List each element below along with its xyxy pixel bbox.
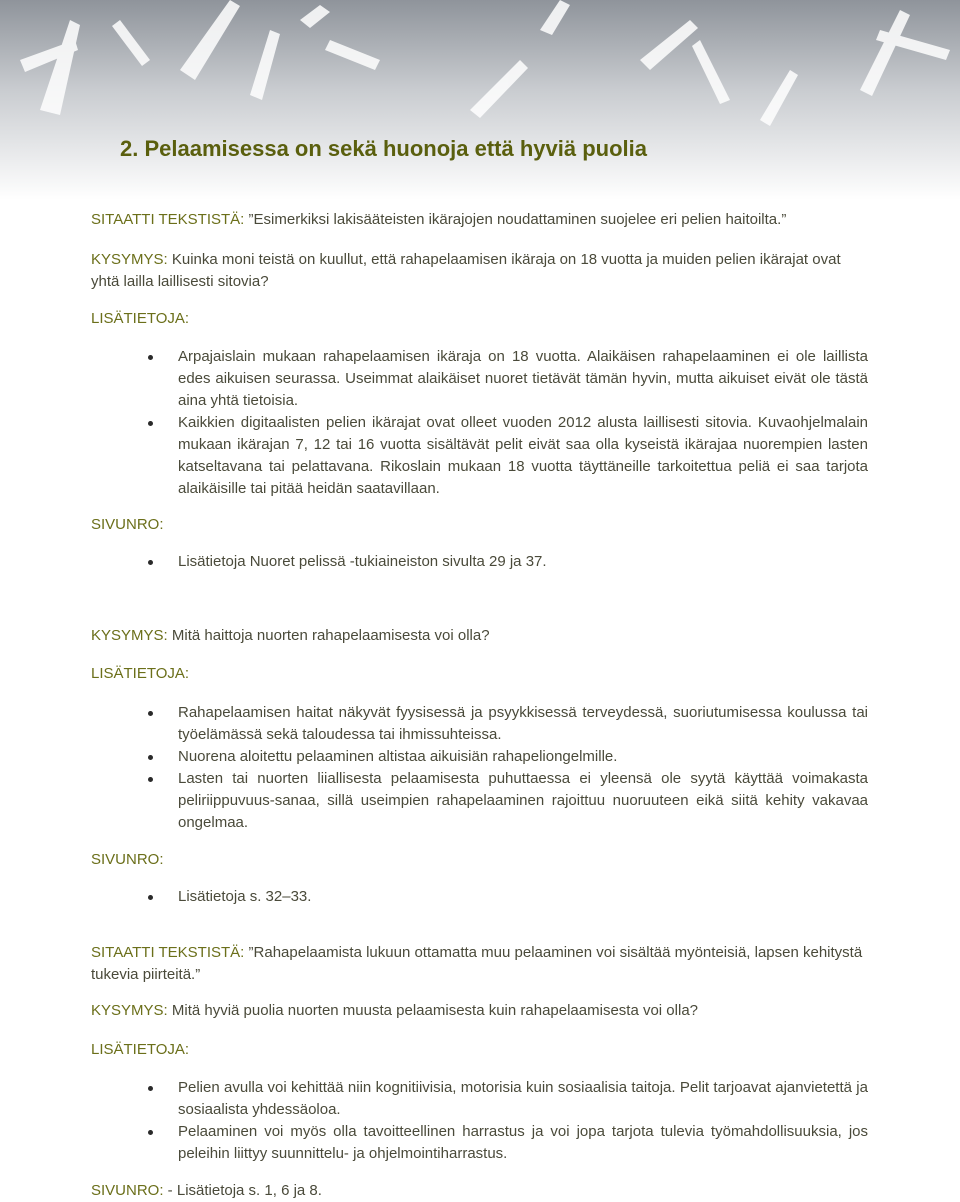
info-label: LISÄTIETOJA:: [91, 1041, 190, 1058]
info-list: [145, 1077, 868, 1165]
question-label: KYSYMYS:: [91, 627, 168, 644]
list-item: Nuorena aloitettu pelaaminen altistaa aikuisiän rahapeliongelmille.: [145, 746, 868, 768]
quote-label: SITAATTI TEKSTISTÄ:: [91, 944, 245, 961]
page-line: [91, 1180, 322, 1202]
list-item: Lisätietoja s. 32–33.: [145, 886, 868, 908]
info-list: [145, 702, 868, 834]
list-item: Kaikkien digitaalisten pelien ikärajat ovat olleet vuoden 2012 alusta laillisesti sitovia. Kuvaohjelmalain mukaan ikärajan 7, 12 tai 16 vuotta sisältävät pelit eivät saa olla kyseistä ikärajaa nuorempien lasten katseltavana tai pelattavana. Rikoslain mukaan 18 vuotta täyttäneille tarkoitettua peliä ei saa tarjota alaikäisille tai pitää heidän saatavillaan.: [145, 412, 868, 500]
quote-text: ”Rahapelaamista lukuun ottamatta muu pelaaminen voi sisältää myönteisiä, lapsen kehitystä tukevia piirteitä.”: [91, 944, 863, 983]
quote-line: [91, 942, 871, 986]
info-label: LISÄTIETOJA:: [91, 310, 190, 327]
list-item: Rahapelaamisen haitat näkyvät fyysisessä ja psyykkisessä terveydessä, suoriutumisessa koulussa tai työelämässä sekä taloudessa tai ihmissuhteissa.: [145, 702, 868, 746]
page-label: SIVUNRO:: [91, 851, 164, 868]
question-line: [91, 249, 871, 293]
quote-label: SITAATTI TEKSTISTÄ:: [91, 211, 245, 228]
list-item: Lisätietoja Nuoret pelissä -tukiaineiston sivulta 29 ja 37.: [145, 551, 868, 573]
question-label: KYSYMYS:: [91, 251, 168, 268]
question-text: Kuinka moni teistä on kuullut, että rahapelaamisen ikäraja on 18 vuotta ja muiden pelien ikärajat ovat yhtä lailla laillisesti sitovia?: [91, 251, 841, 290]
question-line: [91, 1000, 698, 1022]
question-text: Mitä haittoja nuorten rahapelaamisesta voi olla?: [167, 627, 490, 644]
info-label: LISÄTIETOJA:: [91, 665, 190, 682]
list-item: Arpajaislain mukaan rahapelaamisen ikäraja on 18 vuotta. Alaikäisen rahapelaaminen ei ole laillista edes aikuisen seurassa. Useimmat alaikäiset nuoret tietävät tämän hyvin, mutta aikuiset eivät ole tästä aina yhtä tietoisia.: [145, 346, 868, 412]
page-label: SIVUNRO:: [91, 516, 164, 533]
info-list: [145, 346, 868, 500]
question-text: Mitä hyviä puolia nuorten muusta pelaamisesta kuin rahapelaamisesta voi olla?: [167, 1002, 698, 1019]
quote-line: [91, 209, 786, 231]
list-item: Pelien avulla voi kehittää niin kognitiivisia, motorisia kuin sosiaalisia taitoja. Pelit tarjoavat ajanvietettä ja sosiaalista yhdessäoloa.: [145, 1077, 868, 1121]
page-label: SIVUNRO:: [91, 1182, 164, 1199]
list-item: Lasten tai nuorten liiallisesta pelaamisesta puhuttaessa ei yleensä ole syytä käyttää voimakasta peliriippuvuus-sanaa, sillä useimpien rahapelaaminen rajoittuu nuoruuteen eikä siitä kehity vakavaa ongelmaa.: [145, 768, 868, 834]
page-list: [145, 886, 868, 908]
section-heading: 2. Pelaamisessa on sekä huonoja että hyviä puolia: [120, 136, 647, 161]
quote-text: ”Esimerkiksi lakisääteisten ikärajojen noudattaminen suojelee eri pelien haitoilta.”: [244, 211, 787, 228]
question-label: KYSYMYS:: [91, 1002, 168, 1019]
page-list: [145, 551, 868, 573]
question-line: [91, 625, 490, 647]
page-text: - Lisätietoja s. 1, 6 ja 8.: [163, 1182, 322, 1199]
list-item: Pelaaminen voi myös olla tavoitteellinen harrastus ja voi jopa tarjota tulevia työmahdollisuuksia, jos peleihin liittyy suunnittelu- ja ohjelmointiharrastus.: [145, 1121, 868, 1165]
